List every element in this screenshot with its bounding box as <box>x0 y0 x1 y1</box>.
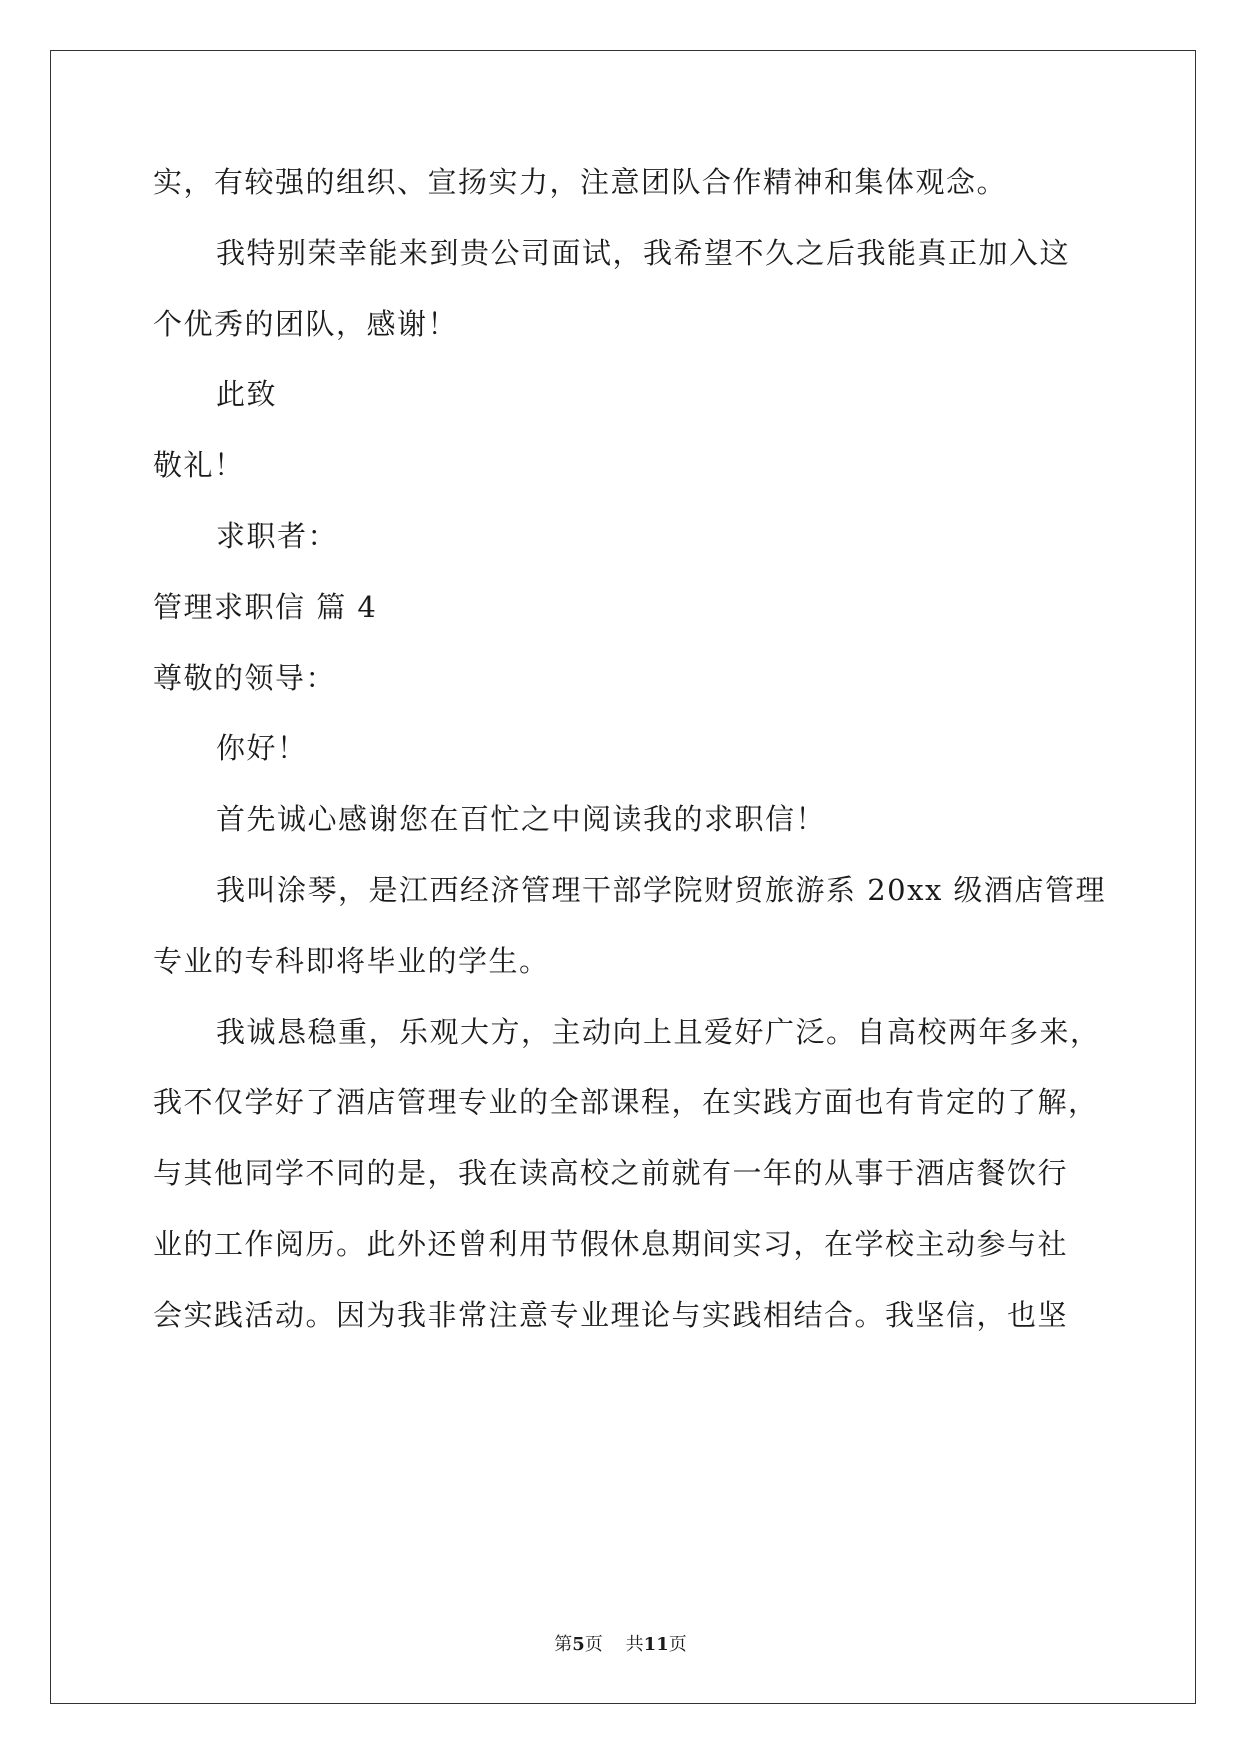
closing-salutation: 此致 <box>216 377 278 411</box>
page-footer <box>0 1630 1241 1656</box>
section-heading: 管理求职信 篇 4 <box>153 590 378 624</box>
text-line: 我不仅学好了酒店管理专业的全部课程，在实践方面也有肯定的了解， <box>153 1085 1099 1119</box>
text-line: 个优秀的团队，感谢！ <box>153 307 459 341</box>
text-line: 与其他同学不同的是，我在读高校之前就有一年的从事于酒店餐饮行 <box>153 1156 1069 1190</box>
text-line: 我叫涂琴，是江西经济管理干部学院财贸旅游系 20xx 级酒店管理 <box>216 873 1107 907</box>
text-line: 我诚恳稳重，乐观大方，主动向上且爱好广泛。自高校两年多来， <box>216 1015 1101 1049</box>
footer-suffix: 页 <box>668 1634 687 1655</box>
text-line: 你好！ <box>216 731 308 765</box>
current-page-number: 5 <box>572 1634 585 1655</box>
text-line: 会实践活动。因为我非常注意专业理论与实践相结合。我坚信，也坚 <box>153 1298 1069 1332</box>
closing-regards: 敬礼！ <box>153 448 245 482</box>
text-line: 专业的专科即将毕业的学生。 <box>153 944 550 978</box>
text-line: 实，有较强的组织、宣扬实力，注意团队合作精神和集体观念。 <box>153 165 1008 199</box>
text-line: 业的工作阅历。此外还曾利用节假休息期间实习，在学校主动参与社 <box>153 1227 1069 1261</box>
text-line: 我特别荣幸能来到贵公司面试，我希望不久之后我能真正加入这 <box>216 236 1071 270</box>
total-pages-number: 11 <box>643 1634 669 1655</box>
signature-label: 求职者： <box>216 519 339 553</box>
text-line: 首先诚心感谢您在百忙之中阅读我的求职信！ <box>216 802 827 836</box>
footer-prefix: 第 <box>554 1634 573 1655</box>
greeting: 尊敬的领导： <box>153 661 337 695</box>
footer-mid: 页 共 <box>584 1634 644 1655</box>
